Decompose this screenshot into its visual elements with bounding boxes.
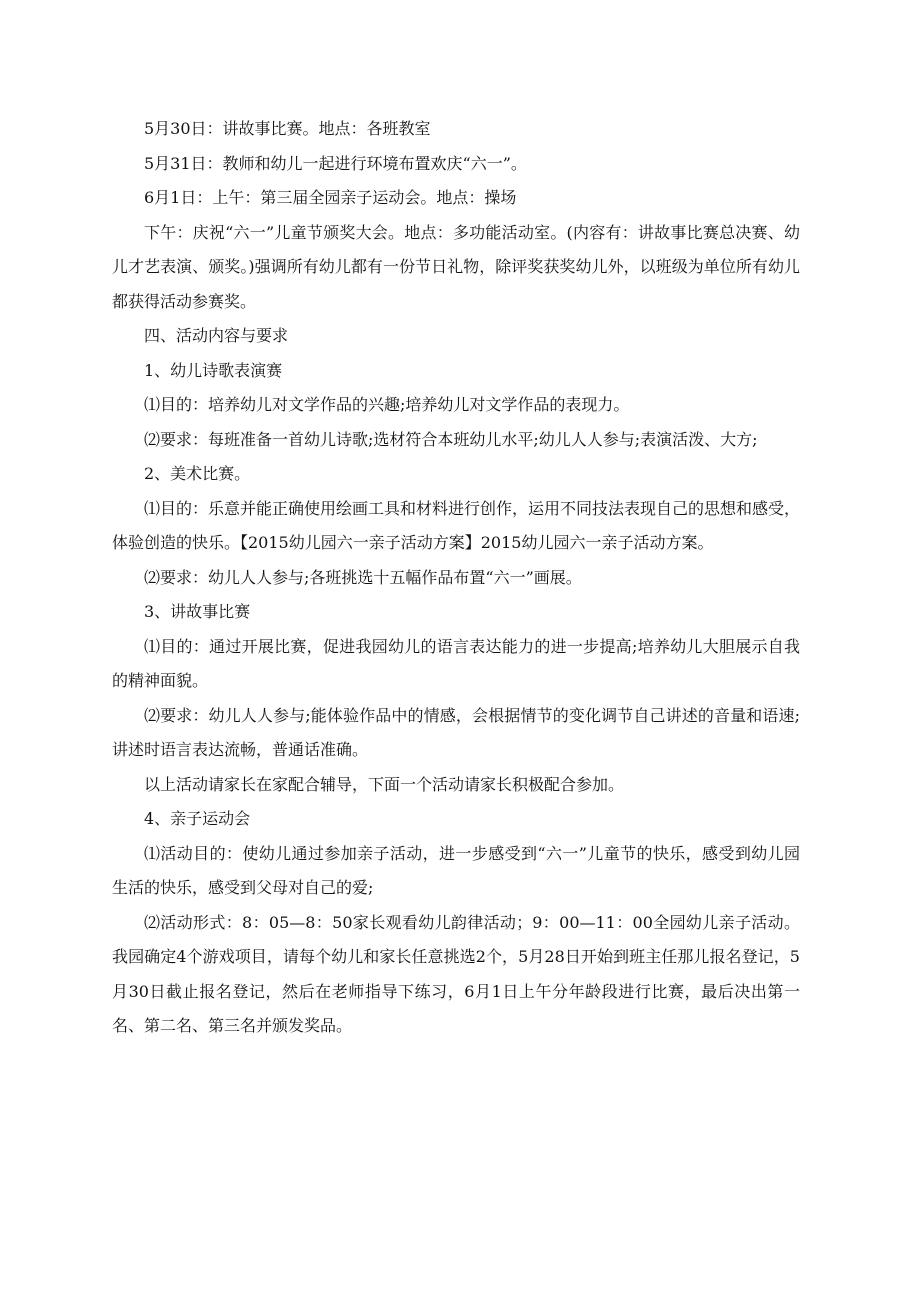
subheading-storytelling: 3、讲故事比赛 (144, 602, 251, 621)
sports-meet-format: ⑵活动形式：8：05—8：50家长观看幼儿韵律活动；9：00—11：00全园幼儿亲子活动。我园确定4个游戏项目，请每个幼儿和家长任意挑选2个，5月28日开始到班主任那儿报名登记，5月30日截止报名登记，然后在老师指导下练习，6月1日上午分年龄段进行比赛，最后决出第一名、第二名、第三名并颁发奖品。 (112, 912, 800, 1035)
document-body (112, 112, 800, 1044)
subheading-art: 2、美术比赛。 (144, 464, 251, 483)
art-requirements: ⑵要求：幼儿人人参与;各班挑选十五幅作品布置“六一”画展。 (144, 567, 582, 587)
paragraph-may30: 5月30日：讲故事比赛。地点：各班教室 (144, 119, 431, 138)
parent-note: 以上活动请家长在家配合辅导，下面一个活动请家长积极配合参加。 (144, 774, 625, 794)
storytelling-requirements: ⑵要求：幼儿人人参与;能体验作品中的情感，会根据情节的变化调节自己讲述的音量和语速;讲述时语言表达流畅，普通话准确。 (112, 705, 800, 759)
poetry-requirements: ⑵要求：每班准备一首幼儿诗歌;选材符合本班幼儿水平;幼儿人人参与;表演活泼、大方; (144, 429, 758, 449)
storytelling-goal: ⑴目的：通过开展比赛，促进我园幼儿的语言表达能力的进一步提高;培养幼儿大胆展示自我的精神面貌。 (112, 636, 800, 690)
sports-meet-goal: ⑴活动目的：使幼儿通过参加亲子活动，进一步感受到“六一”儿童节的快乐，感受到幼儿园生活的快乐，感受到父母对自己的爱; (112, 843, 800, 897)
paragraph-june1-afternoon: 下午：庆祝“六一”儿童节颁奖大会。地点：多功能活动室。(内容有：讲故事比赛总决赛、幼儿才艺表演、颁奖。)强调所有幼儿都有一份节日礼物，除评奖获奖幼儿外，以班级为单位所有幼儿都获得活动参赛奖。 (112, 222, 800, 311)
poetry-goal: ⑴目的：培养幼儿对文学作品的兴趣;培养幼儿对文学作品的表现力。 (144, 395, 630, 414)
subheading-poetry: 1、幼儿诗歌表演赛 (144, 360, 283, 380)
art-goal: ⑴目的：乐意并能正确使用绘画工具和材料进行创作，运用不同技法表现自己的思想和感受，体验创造的快乐。【2015幼儿园六一亲子活动方案】2015幼儿园六一亲子活动方案。 (112, 498, 801, 552)
section-heading-activities: 四、活动内容与要求 (144, 326, 289, 345)
subheading-sports-meet: 4、亲子运动会 (144, 809, 251, 828)
paragraph-may31: 5月31日：教师和幼儿一起进行环境布置欢庆“六一”。 (144, 153, 527, 173)
paragraph-june1-morning: 6月1日：上午：第三届全园亲子运动会。地点：操场 (144, 188, 517, 207)
